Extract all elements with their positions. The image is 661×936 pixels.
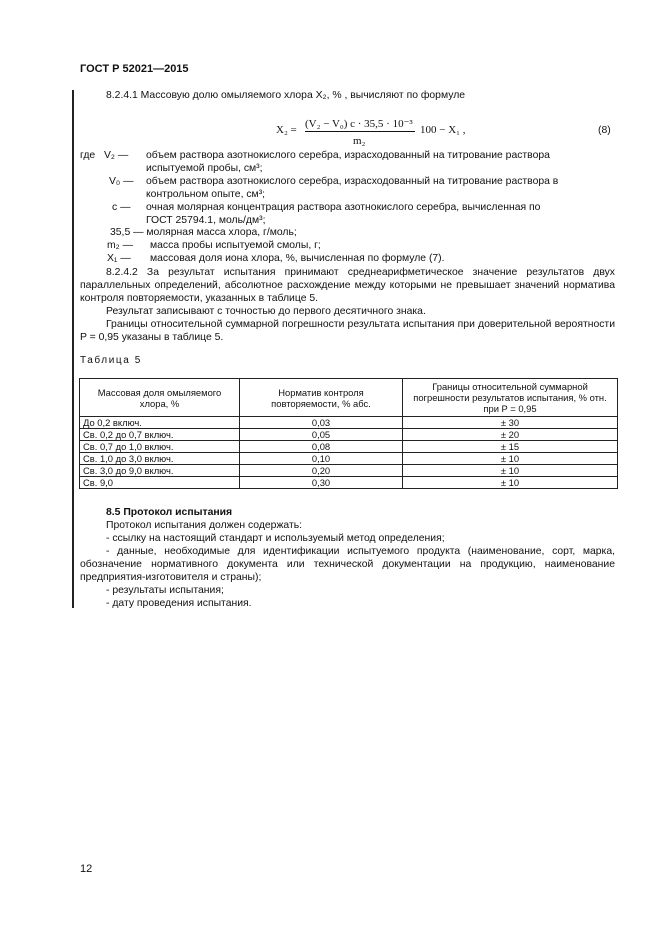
table-cell: 0,10 — [240, 453, 403, 465]
symbol-m2: m₂ — — [107, 240, 133, 251]
table-cell: Св. 9,0 — [80, 477, 240, 489]
protocol-item: - ссылку на настоящий стандарт и используемый метод определения; — [106, 533, 445, 544]
formula-numerator: (V₂ − V₀) c · 35,5 · 10⁻³ — [305, 118, 413, 130]
definition-x1: массовая доля иона хлора, %, вычисленная по формуле (7). — [150, 253, 445, 264]
table-cell: 0,30 — [240, 477, 403, 489]
column-header: Границы относительной суммарной погрешности результатов испытания, % отн. при P = 0,95 — [403, 379, 618, 417]
fraction-bar — [305, 131, 415, 132]
table-row — [80, 429, 618, 441]
table-cell: 0,08 — [240, 441, 403, 453]
formula-denominator: m₂ — [353, 135, 366, 147]
protocol-item: - дату проведения испытания. — [106, 598, 252, 609]
protocol-item: - данные, необходимые для идентификации испытуемого продукта (наименование, сорт, марка, обозначение нормативного документа или технической документации на продукцию, наименование предприятия-изготовителя и страны); — [80, 546, 615, 583]
definition-molar-mass: 35,5 — молярная масса хлора, г/моль; — [110, 227, 297, 238]
definition-m2: масса пробы испытуемой смолы, г; — [150, 240, 321, 251]
section-heading-protocol: 8.5 Протокол испытания — [106, 507, 233, 518]
table-cell: Св. 3,0 до 9,0 включ. — [80, 465, 240, 477]
symbol-c: c — — [112, 202, 131, 213]
table-cell: Св. 1,0 до 3,0 включ. — [80, 453, 240, 465]
table-cell: ± 10 — [403, 465, 618, 477]
table-cell: ± 10 — [403, 453, 618, 465]
change-bar — [72, 90, 74, 608]
table-cell: ± 20 — [403, 429, 618, 441]
table-cell: 0,20 — [240, 465, 403, 477]
symbol-v0: V₀ — — [109, 176, 134, 187]
paragraph-result-precision: Результат записывают с точностью до первого десятичного знака. — [106, 306, 426, 317]
table-cell: 0,05 — [240, 429, 403, 441]
protocol-item: - результаты испытания; — [106, 585, 224, 596]
table-5 — [79, 378, 618, 489]
symbol-v2: V₂ — — [104, 150, 129, 161]
table-row — [80, 465, 618, 477]
table-cell: ± 30 — [403, 417, 618, 429]
table-cell: Св. 0,7 до 1,0 включ. — [80, 441, 240, 453]
formula-lhs: X₂ = — [276, 124, 297, 136]
formula-tail: 100 − X₁ , — [420, 124, 466, 136]
definition-v2-cont: испытуемой пробы, см³; — [146, 163, 263, 174]
table-row — [80, 453, 618, 465]
page-number: 12 — [80, 863, 93, 875]
where-label: где — [80, 150, 96, 161]
definition-v2: объем раствора азотнокислого серебра, израсходованный на титрование раствора — [146, 150, 550, 161]
formula-number: (8) — [598, 125, 611, 136]
table-caption: Таблица 5 — [80, 355, 142, 366]
table-cell: Св. 0,2 до 0,7 включ. — [80, 429, 240, 441]
column-header: Норматив контроля повторяемости, % абс. — [240, 379, 403, 417]
table-cell: ± 15 — [403, 441, 618, 453]
table-row — [80, 441, 618, 453]
definition-v0: объем раствора азотнокислого серебра, израсходованный на титрование раствора в — [146, 176, 559, 187]
table-cell: До 0,2 включ. — [80, 417, 240, 429]
definition-v0-cont: контрольном опыте, см³; — [146, 189, 266, 200]
table-cell: ± 10 — [403, 477, 618, 489]
table-cell: 0,03 — [240, 417, 403, 429]
table-header-row — [80, 379, 618, 417]
document-header: ГОСТ Р 52021—2015 — [80, 63, 189, 75]
paragraph-8242: 8.2.4.2 За результат испытания принимают среднеарифметическое значение результатов двух параллельных определений, абсолютное расхождение между которыми не превышает значений норматива контроля повторяемости, указанных в таблице 5. — [80, 267, 615, 304]
column-header: Массовая доля омыляемого хлора, % — [80, 379, 240, 417]
definition-c: очная молярная концентрация раствора азотнокислого серебра, вычисленная по — [146, 202, 541, 213]
protocol-intro: Протокол испытания должен содержать: — [106, 520, 303, 531]
definition-c-cont: ГОСТ 25794.1, моль/дм³; — [146, 215, 266, 226]
paragraph-8241: 8.2.4.1 Массовую долю омыляемого хлора X₂, % , вычисляют по формуле — [106, 90, 466, 101]
table-row — [80, 417, 618, 429]
paragraph-error-bounds: Границы относительной суммарной погрешности результата испытания при доверительной вероятности P = 0,95 указаны в таблице 5. — [80, 319, 615, 343]
table-row — [80, 477, 618, 489]
symbol-x1: X₁ — — [107, 253, 131, 264]
